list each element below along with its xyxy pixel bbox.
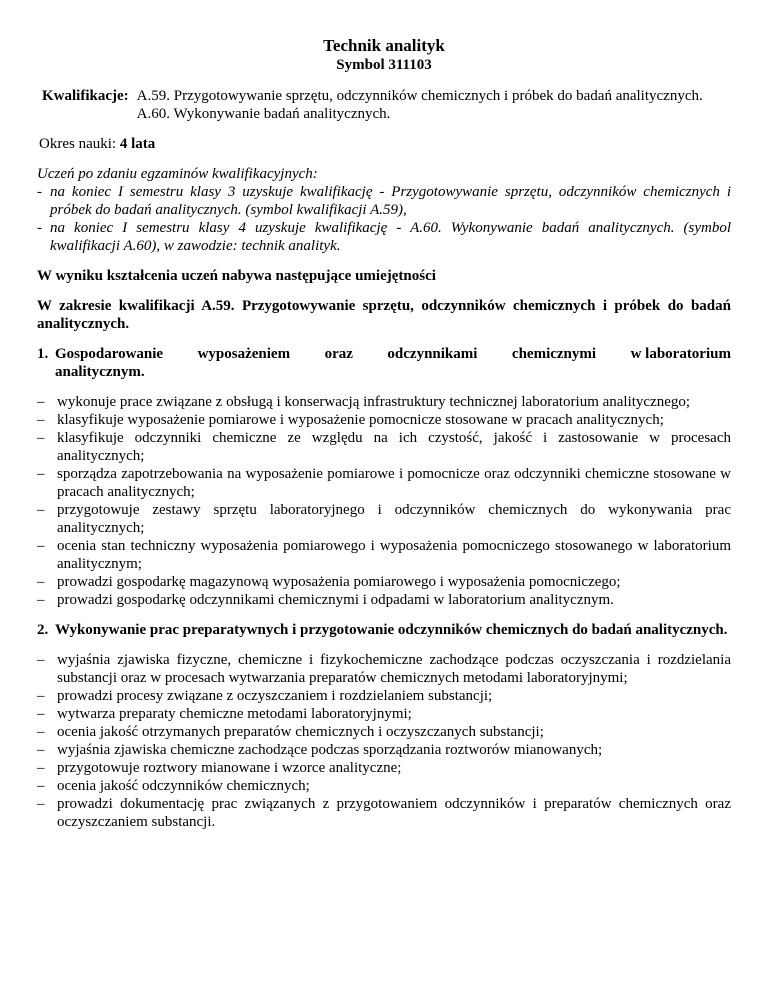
list-item: [37, 393, 731, 411]
exams-block: [37, 165, 731, 255]
dash-marker: –: [37, 706, 45, 722]
exams-intro: Uczeń po zdaniu egzaminów kwalifikacyjnych:: [37, 166, 318, 182]
list-item-text: przygotowuje roztwory mianowane i wzorce analityczne;: [57, 760, 402, 776]
list-item-text: prowadzi procesy związane z oczyszczaniem i rozdzielaniem substancji;: [57, 688, 493, 704]
section-bullet-list: [37, 651, 731, 831]
dash-marker: –: [37, 466, 45, 482]
dash-marker: –: [37, 394, 45, 410]
dash-marker: –: [37, 412, 45, 428]
section-title-word: Gospodarowanie: [55, 346, 164, 362]
list-item: [37, 759, 731, 777]
dash-marker: –: [37, 796, 45, 812]
dash-marker: –: [37, 502, 45, 518]
exams-item: [37, 183, 731, 219]
exams-item-text: na koniec I semestru klasy 3 uzyskuje kwalifikację - Przygotowywanie sprzętu, odczynników chemicznych i próbek do badań analitycznych. (symbol kwalifikacji A.59),: [50, 184, 731, 218]
dash-marker: –: [37, 430, 45, 446]
section-number: 2.: [37, 622, 49, 638]
section-heading: [37, 621, 731, 639]
list-item: [37, 573, 731, 591]
dash-marker: –: [37, 574, 45, 590]
section-title-line: analitycznym.: [55, 364, 145, 380]
section-number: 1.: [37, 346, 49, 362]
section-title-word: odczynnikami: [387, 346, 478, 362]
list-item-text: klasyfikuje odczynniki chemiczne ze względu na ich czystość, jakość i zastosowanie w procesach analitycznych;: [57, 430, 731, 464]
list-item-text: sporządza zapotrzebowania na wyposażenie pomiarowe i pomocnicze oraz odczynniki chemiczne stosowane w pracach analitycznych;: [57, 466, 731, 500]
list-item: [37, 591, 731, 609]
qualifications-block: [37, 87, 731, 123]
exams-item-text: na koniec I semestru klasy 4 uzyskuje kwalifikację - A.60. Wykonywanie badań analitycznych. (symbol kwalifikacji A.60), w zawodzie: technik analityk.: [50, 220, 731, 254]
skills-heading: W wyniku kształcenia uczeń nabywa następujące umiejętności: [37, 268, 436, 284]
list-item-text: ocenia stan techniczny wyposażenia pomiarowego i wyposażenia pomocniczego stosowanego w laboratorium analitycznym;: [57, 538, 731, 572]
list-item-text: prowadzi dokumentację prac związanych z przygotowaniem odczynników i preparatów chemicznych oraz oczyszczaniem substancji.: [57, 796, 731, 830]
qualifications-label: Kwalifikacje:: [42, 88, 129, 104]
hyphen-marker: -: [37, 184, 42, 200]
qualifications-list: [137, 87, 731, 123]
list-item: [37, 465, 731, 501]
study-period: [37, 135, 731, 153]
study-period-label: Okres nauki:: [39, 136, 117, 152]
list-item: [37, 741, 731, 759]
qualification-scope-heading: W zakresie kwalifikacji A.59. Przygotowywanie sprzętu, odczynników chemicznych i próbek do badań analitycznych.: [37, 298, 731, 332]
section-title-word: oraz: [324, 346, 353, 362]
section-bullet-list: [37, 393, 731, 609]
list-item-text: wykonuje prace związane z obsługą i konserwacją infrastruktury technicznej laboratorium analitycznego;: [57, 394, 691, 410]
section-heading: [37, 345, 731, 381]
hyphen-marker: -: [37, 220, 42, 236]
list-item-text: wyjaśnia zjawiska fizyczne, chemiczne i fizykochemiczne zachodzące podczas oczyszczania i rozdzielania substancji oraz w procesach wytwarzania preparatów chemicznych metodami laboratoryjnymi;: [57, 652, 731, 686]
section-title-word: w laboratorium: [630, 346, 731, 362]
page-title: Technik analityk: [323, 36, 445, 55]
list-item-text: ocenia jakość otrzymanych preparatów chemicznych i oczyszczanych substancji;: [57, 724, 544, 740]
list-item-text: przygotowuje zestawy sprzętu laboratoryjnego i odczynników chemicznych do wykonywania prac analitycznych;: [57, 502, 731, 536]
qualification-item: A.60. Wykonywanie badań analitycznych.: [136, 106, 391, 122]
list-item: [37, 687, 731, 705]
section-title-word: chemicznymi: [511, 346, 597, 362]
study-period-value: 4 lata: [119, 136, 156, 152]
list-item: [37, 537, 731, 573]
dash-marker: –: [37, 724, 45, 740]
list-item: [37, 501, 731, 537]
list-item: [37, 723, 731, 741]
dash-marker: –: [37, 778, 45, 794]
list-item: [37, 411, 731, 429]
dash-marker: –: [37, 592, 45, 608]
dash-marker: –: [37, 760, 45, 776]
section-title-word: wyposażeniem: [197, 346, 291, 362]
list-item-text: wytwarza preparaty chemiczne metodami laboratoryjnymi;: [57, 706, 412, 722]
qualification-item: A.59. Przygotowywanie sprzętu, odczynników chemicznych i próbek do badań analitycznych.: [136, 88, 703, 104]
list-item: [37, 795, 731, 831]
dash-marker: –: [37, 742, 45, 758]
page-subtitle-symbol: Symbol 311103: [336, 57, 432, 73]
list-item-text: prowadzi gospodarkę magazynową wyposażenia pomiarowego i wyposażenia pomocniczego;: [57, 574, 621, 590]
dash-marker: –: [37, 538, 45, 554]
list-item-text: klasyfikuje wyposażenie pomiarowe i wyposażenie pomocnicze stosowane w pracach analitycznych;: [57, 412, 664, 428]
exams-item: [37, 219, 731, 255]
list-item-text: wyjaśnia zjawiska chemiczne zachodzące podczas sporządzania roztworów mianowanych;: [57, 742, 603, 758]
section-title: [55, 345, 731, 381]
list-item-text: prowadzi gospodarkę odczynnikami chemicznymi i odpadami w laboratorium analitycznym.: [57, 592, 614, 608]
list-item: [37, 705, 731, 723]
list-item: [37, 429, 731, 465]
dash-marker: –: [37, 652, 45, 668]
section-title-line: [55, 345, 731, 363]
list-item: [37, 777, 731, 795]
dash-marker: –: [37, 688, 45, 704]
section-title: Wykonywanie prac preparatywnych i przygotowanie odczynników chemicznych do badań analitycznych.: [55, 622, 728, 638]
list-item: [37, 651, 731, 687]
list-item-text: ocenia jakość odczynników chemicznych;: [57, 778, 310, 794]
